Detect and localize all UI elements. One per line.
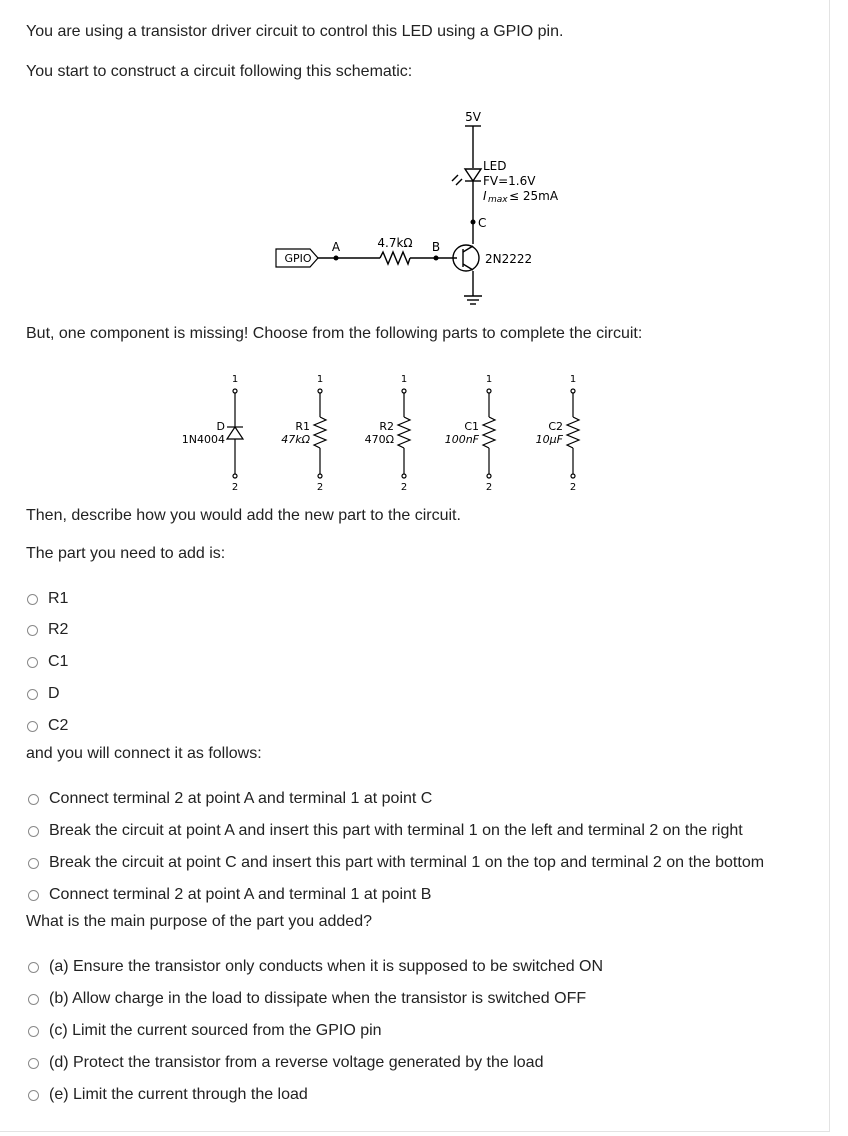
part-c2-ref: C2 — [548, 420, 563, 433]
radio-button[interactable] — [28, 794, 39, 805]
part-c1-ref: C1 — [464, 420, 479, 433]
radio-button[interactable] — [28, 962, 39, 973]
q2-option-label: Connect terminal 2 at point A and terminal 1 at point B — [49, 886, 432, 903]
part-c2-value: 10µF — [535, 433, 563, 446]
q1-option-label: C2 — [48, 717, 69, 734]
radio-button[interactable] — [28, 890, 39, 901]
q2-prompt: and you will connect it as follows: — [26, 745, 262, 762]
missing-text: But, one component is missing! Choose from the following parts to complete the circuit: — [26, 325, 643, 342]
part-r2-ref: R2 — [379, 420, 394, 433]
q3-option-label: (a) Ensure the transistor only conducts when it is supposed to be switched ON — [49, 958, 604, 975]
led-imax-value: ≤ 25mA — [509, 189, 559, 203]
part-r2-pin1: 1 — [400, 374, 408, 385]
q1-option-label: C1 — [48, 653, 69, 670]
q2-option-label: Connect terminal 2 at point A and terminal 1 at point C — [49, 790, 433, 807]
point-c-label: C — [478, 216, 487, 230]
part-r2 — [398, 389, 410, 478]
led-imax-symbol: I — [483, 189, 487, 203]
part-c2-pin1: 1 — [569, 374, 577, 385]
q1-option-c2[interactable] — [27, 717, 68, 735]
q2-option-4[interactable] — [28, 886, 431, 904]
part-r2-pin2: 2 — [400, 482, 408, 493]
led-imax-subscript: max — [488, 195, 508, 205]
q3-option-d[interactable] — [28, 1054, 543, 1072]
q3-option-label: (d) Protect the transistor from a reverse voltage generated by the load — [49, 1054, 544, 1071]
intro-line-2: You start to construct a circuit following this schematic: — [26, 63, 413, 80]
radio-button[interactable] — [28, 826, 39, 837]
part-d-value: 1N4004 — [181, 433, 225, 446]
part-r1-ref: R1 — [295, 420, 310, 433]
radio-button[interactable] — [28, 994, 39, 1005]
point-b-label: B — [431, 240, 441, 254]
part-c1 — [483, 389, 495, 478]
part-d-pin2: 2 — [231, 482, 239, 493]
radio-button[interactable] — [27, 657, 38, 668]
radio-button[interactable] — [28, 1058, 39, 1069]
describe-text: Then, describe how you would add the new part to the circuit. — [26, 507, 461, 524]
radio-button[interactable] — [28, 858, 39, 869]
part-c1-pin1: 1 — [485, 374, 493, 385]
q2-option-label: Break the circuit at point A and insert this part with terminal 1 on the left and terminal 2 on the right — [49, 822, 743, 839]
q2-option-3[interactable] — [28, 854, 764, 872]
part-r1-pin2: 2 — [316, 482, 324, 493]
q3-prompt: What is the main purpose of the part you added? — [26, 913, 372, 930]
q3-option-e[interactable] — [28, 1086, 308, 1104]
part-r1 — [314, 389, 326, 478]
led-fv-label: FV=1.6V — [483, 174, 536, 188]
gpio-label: GPIO — [284, 252, 312, 265]
q3-option-c[interactable] — [28, 1022, 382, 1040]
part-r1-value: 47kΩ — [281, 433, 310, 446]
q2-option-1[interactable] — [28, 790, 432, 808]
part-c2 — [567, 389, 579, 478]
q1-option-label: D — [48, 685, 60, 702]
q3-option-label: (b) Allow charge in the load to dissipate when the transistor is switched OFF — [49, 990, 587, 1007]
part-d-pin1: 1 — [231, 374, 239, 385]
q3-option-a[interactable] — [28, 958, 603, 976]
radio-button[interactable] — [27, 625, 38, 636]
parts-palette — [0, 0, 848, 500]
part-diode — [227, 389, 243, 478]
radio-button[interactable] — [27, 594, 38, 605]
radio-button[interactable] — [28, 1090, 39, 1101]
part-c1-pin2: 2 — [485, 482, 493, 493]
resistor-label: 4.7kΩ — [377, 236, 413, 250]
q1-option-c1[interactable] — [27, 653, 68, 671]
transistor-label: 2N2222 — [485, 252, 533, 266]
q3-option-label: (e) Limit the current through the load — [49, 1086, 308, 1103]
radio-button[interactable] — [27, 721, 38, 732]
intro-line-1: You are using a transistor driver circuit to control this LED using a GPIO pin. — [26, 23, 564, 40]
q2-option-label: Break the circuit at point C and insert this part with terminal 1 on the top and terminal 2 on the bottom — [49, 854, 765, 871]
part-r2-value: 470Ω — [364, 433, 394, 446]
q2-option-2[interactable] — [28, 822, 743, 840]
part-c2-pin2: 2 — [569, 482, 577, 493]
q3-option-label: (c) Limit the current sourced from the GPIO pin — [49, 1022, 382, 1039]
radio-button[interactable] — [28, 1026, 39, 1037]
part-d-ref: D — [216, 420, 225, 433]
part-r1-pin1: 1 — [316, 374, 324, 385]
q1-option-label: R2 — [48, 621, 69, 638]
q1-option-r1[interactable] — [27, 590, 68, 608]
q1-option-label: R1 — [48, 590, 69, 607]
q1-prompt: The part you need to add is: — [26, 545, 226, 562]
supply-label: 5V — [465, 110, 481, 124]
radio-button[interactable] — [27, 689, 38, 700]
q1-option-d[interactable] — [27, 685, 60, 703]
part-c1-value: 100nF — [444, 433, 479, 446]
led-label: LED — [483, 159, 507, 173]
q1-option-r2[interactable] — [27, 621, 68, 639]
point-a-label: A — [331, 240, 341, 254]
q3-option-b[interactable] — [28, 990, 586, 1008]
